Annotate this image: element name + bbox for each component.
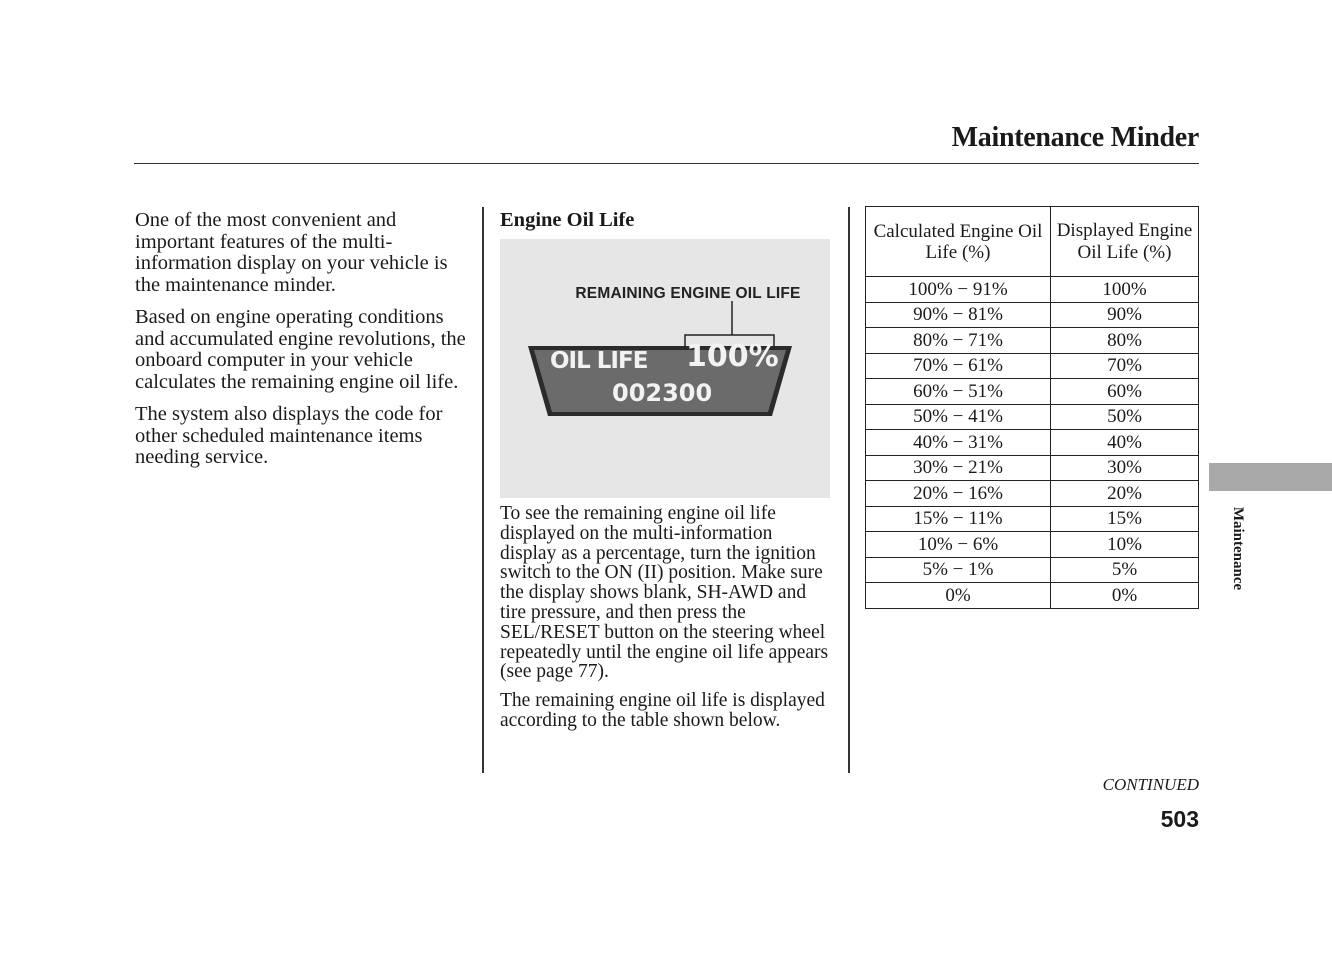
- display-oil-life-percent: 100%: [686, 339, 779, 374]
- table-cell: 40% − 31%: [866, 430, 1051, 456]
- table-cell: 10%: [1051, 532, 1199, 558]
- table-cell: 50% − 41%: [866, 404, 1051, 430]
- table-cell: 40%: [1051, 430, 1199, 456]
- table-row: [866, 404, 1199, 430]
- table-cell: 100%: [1051, 277, 1199, 303]
- table-cell: 20%: [1051, 481, 1199, 507]
- callout-label: REMAINING ENGINE OIL LIFE: [575, 285, 801, 302]
- table-row: [866, 430, 1199, 456]
- column-divider: [848, 207, 850, 773]
- table-cell: 15% − 11%: [866, 506, 1051, 532]
- table-cell: 30% − 21%: [866, 455, 1051, 481]
- table-cell: 30%: [1051, 455, 1199, 481]
- table-row: [866, 353, 1199, 379]
- table-row: [866, 481, 1199, 507]
- table-cell: 20% − 16%: [866, 481, 1051, 507]
- table-row: [866, 583, 1199, 609]
- display-oil-life-label: OIL LIFE: [550, 348, 648, 374]
- table-cell: 80% − 71%: [866, 328, 1051, 354]
- intro-column: [135, 210, 475, 480]
- table-row: [866, 532, 1199, 558]
- section-tab-label: Maintenance: [1230, 506, 1247, 591]
- oil-life-table: [865, 206, 1199, 609]
- table-row: [866, 455, 1199, 481]
- page-number: 503: [1160, 806, 1199, 832]
- body-paragraph: The remaining engine oil life is displayed according to the table shown below.: [500, 690, 825, 731]
- oil-life-display-figure: [500, 239, 830, 498]
- oil-life-column: [500, 208, 832, 740]
- table-cell: 70% − 61%: [866, 353, 1051, 379]
- table-cell: 100% − 91%: [866, 277, 1051, 303]
- table-cell: 5%: [1051, 557, 1199, 583]
- table-row: [866, 557, 1199, 583]
- table-cell: 80%: [1051, 328, 1199, 354]
- table-row: [866, 506, 1199, 532]
- table-cell: 90%: [1051, 302, 1199, 328]
- table-header-row: [866, 207, 1199, 277]
- table-cell: 10% − 6%: [866, 532, 1051, 558]
- intro-paragraph: Based on engine operating conditions and accumulated engine revolutions, the onboard computer in your vehicle calculates the remaining engine oil life.: [135, 306, 466, 393]
- table-cell: 0%: [866, 583, 1051, 609]
- page-title: Maintenance Minder: [951, 122, 1199, 153]
- table-header-calculated: Calculated Engine Oil Life (%): [866, 207, 1051, 277]
- section-tab: [1209, 463, 1332, 491]
- table-cell: 60%: [1051, 379, 1199, 405]
- table-cell: 50%: [1051, 404, 1199, 430]
- table-row: [866, 302, 1199, 328]
- table-cell: 0%: [1051, 583, 1199, 609]
- section-heading: Engine Oil Life: [500, 209, 635, 231]
- table-row: [866, 328, 1199, 354]
- column-divider: [482, 207, 484, 773]
- table-row: [866, 277, 1199, 303]
- table-cell: 90% − 81%: [866, 302, 1051, 328]
- table-row: [866, 379, 1199, 405]
- table-cell: 5% − 1%: [866, 557, 1051, 583]
- continued-label: CONTINUED: [1102, 775, 1199, 794]
- body-paragraph: To see the remaining engine oil life displayed on the multi-information display as a percentage, turn the ignition switch to the ON (II) position. Make sure the display shows blank, SH-AWD and tire pressure, and then press the SEL/RESET button on the steering wheel repeatedly until the engine oil life appears (see page 77).: [500, 503, 829, 683]
- table-cell: 70%: [1051, 353, 1199, 379]
- table-cell: 15%: [1051, 506, 1199, 532]
- intro-paragraph: The system also displays the code for other scheduled maintenance items needing service.: [135, 403, 443, 468]
- title-divider: [134, 163, 1199, 164]
- table-header-displayed: Displayed Engine Oil Life (%): [1051, 207, 1199, 277]
- display-odometer: 002300: [612, 379, 713, 407]
- table-cell: 60% − 51%: [866, 379, 1051, 405]
- intro-paragraph: One of the most convenient and important features of the multi-information display on your vehicle is the maintenance minder.: [135, 209, 448, 296]
